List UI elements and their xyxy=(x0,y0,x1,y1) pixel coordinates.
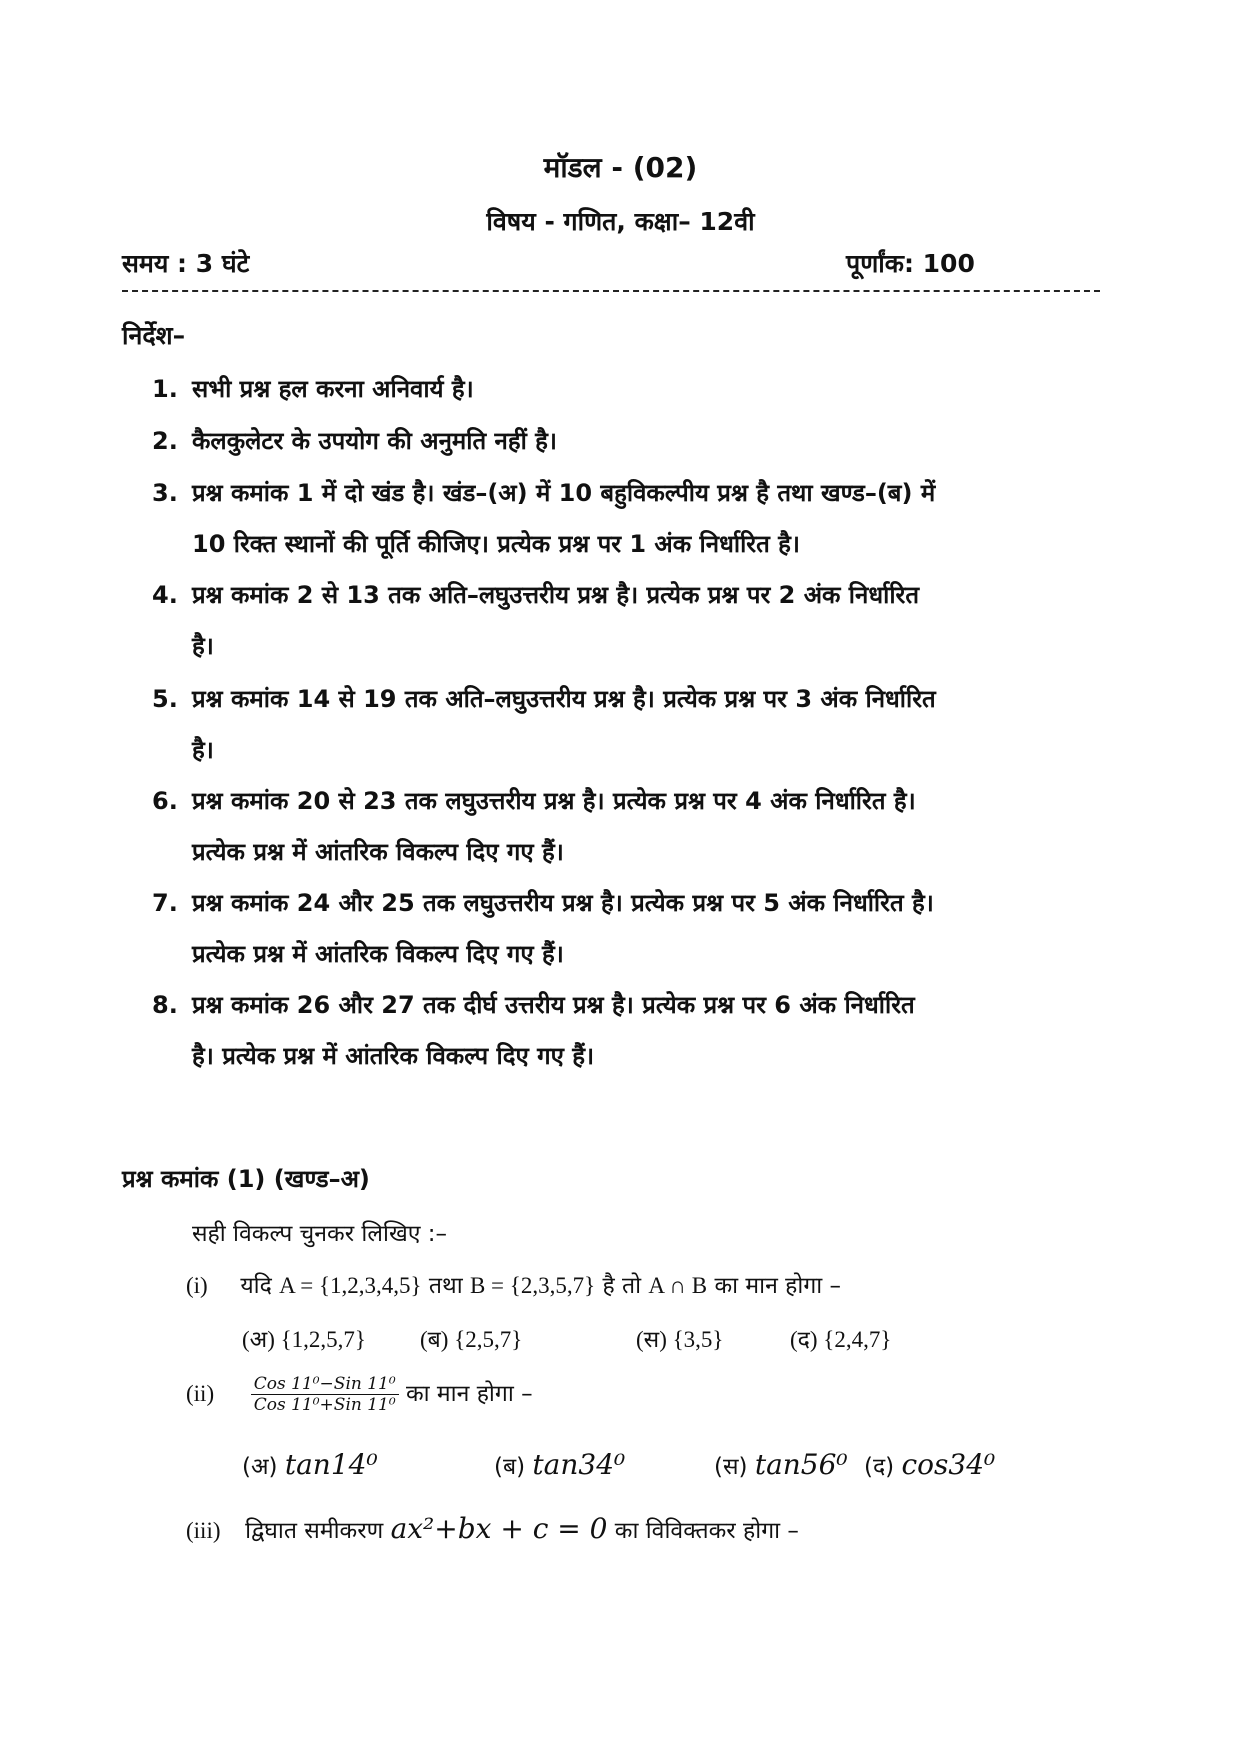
option-c xyxy=(636,1322,723,1354)
set-a: A = {1,2,3,4,5} xyxy=(279,1273,422,1298)
option-b xyxy=(494,1448,625,1481)
question-label: (i) xyxy=(186,1273,208,1298)
option-tag: (स) xyxy=(714,1454,748,1480)
intersection-expr: A ∩ B xyxy=(648,1273,708,1298)
option-a xyxy=(242,1322,366,1354)
instruction-item-8 xyxy=(152,980,915,1082)
instruction-number: 8. xyxy=(152,991,178,1019)
question-mid: है तो xyxy=(602,1273,642,1299)
instruction-number: 1. xyxy=(152,375,178,403)
option-tag: (अ) xyxy=(242,1454,278,1480)
option-value: cos34⁰ xyxy=(901,1448,996,1481)
instruction-item-2 xyxy=(152,416,557,467)
instruction-number: 4. xyxy=(152,581,178,609)
time-allowed: समय : 3 घंटे xyxy=(122,249,250,278)
option-d xyxy=(864,1448,995,1481)
instruction-number: 5. xyxy=(152,685,178,713)
max-marks: पूर्णांक: 100 xyxy=(846,249,975,278)
page-title: मॉडल - (02) xyxy=(543,151,698,184)
question-text-prefix: यदि xyxy=(240,1273,272,1299)
instruction-text: प्रश्न कमांक 2 से 13 तक अति–लघुउत्तरीय प्रश्न है। प्रत्येक प्रश्न पर 2 अंक निर्धारित xyxy=(192,581,920,609)
option-text: (द) {2,4,7} xyxy=(790,1327,892,1352)
header-divider xyxy=(122,290,1100,292)
option-b xyxy=(420,1322,522,1354)
question-1 xyxy=(186,1268,841,1300)
question-label: (ii) xyxy=(186,1381,215,1406)
option-value: tan34⁰ xyxy=(532,1448,626,1481)
instruction-text-continued: 10 रिक्त स्थानों की पूर्ति कीजिए। प्रत्येक प्रश्न पर 1 अंक निर्धारित है। xyxy=(192,530,800,558)
instruction-text: सभी प्रश्न हल करना अनिवार्य है। xyxy=(192,375,474,403)
section-heading: प्रश्न कमांक (1) (खण्ड–अ) xyxy=(122,1165,370,1193)
question-text-prefix: द्विघात समीकरण xyxy=(245,1518,384,1544)
question-2 xyxy=(186,1374,533,1415)
trig-fraction xyxy=(251,1374,399,1415)
option-a xyxy=(242,1448,378,1481)
fraction-denominator: Cos 11⁰+Sin 11⁰ xyxy=(253,1395,396,1415)
instruction-text-continued: प्रत्येक प्रश्न में आंतरिक विकल्प दिए गए हैं। xyxy=(192,838,564,866)
instruction-number: 7. xyxy=(152,889,178,917)
question-suffix: का मान होगा – xyxy=(714,1273,842,1299)
instruction-text: प्रश्न कमांक 14 से 19 तक अति–लघुउत्तरीय प्रश्न है। प्रत्येक प्रश्न पर 3 अंक निर्धारित xyxy=(192,685,936,713)
instruction-item-4 xyxy=(152,570,919,672)
instruction-text: प्रश्न कमांक 20 से 23 तक लघुउत्तरीय प्रश्न है। प्रत्येक प्रश्न पर 4 अंक निर्धारित है। xyxy=(192,787,916,815)
instruction-text: प्रश्न कमांक 1 में दो खंड है। खंड–(अ) में 10 बहुविकल्पीय प्रश्न है तथा खण्ड–(ब) में xyxy=(192,479,936,507)
question-label: (iii) xyxy=(186,1518,221,1543)
option-tag: (ब) xyxy=(494,1454,526,1480)
instruction-text: प्रश्न कमांक 26 और 27 तक दीर्घ उत्तरीय प्रश्न है। प्रत्येक प्रश्न पर 6 अंक निर्धारित xyxy=(192,991,915,1019)
instruction-text-continued: है। xyxy=(192,632,214,660)
option-value: tan14⁰ xyxy=(284,1448,378,1481)
instruction-number: 3. xyxy=(152,479,178,507)
fraction-numerator: Cos 11⁰−Sin 11⁰ xyxy=(251,1374,399,1395)
section-instruction: सही विकल्प चुनकर लिखिए :– xyxy=(192,1221,448,1247)
instruction-text-continued: है। प्रत्येक प्रश्न में आंतरिक विकल्प दिए गए हैं। xyxy=(192,1042,595,1070)
instruction-item-7 xyxy=(152,878,934,980)
instruction-item-6 xyxy=(152,776,916,878)
question-suffix: का मान होगा – xyxy=(406,1381,533,1407)
option-d xyxy=(790,1322,891,1354)
question-suffix: का विविक्तकर होगा – xyxy=(614,1518,799,1544)
option-tag: (द) xyxy=(864,1454,895,1480)
set-b: B = {2,3,5,7} xyxy=(469,1273,596,1298)
instruction-text-continued: है। xyxy=(192,736,214,764)
instruction-number: 2. xyxy=(152,427,178,455)
option-text: (ब) {2,5,7} xyxy=(420,1327,523,1352)
instruction-number: 6. xyxy=(152,787,178,815)
instructions-heading: निर्देश– xyxy=(122,321,186,350)
option-text: (स) {3,5} xyxy=(636,1327,724,1352)
option-text: (अ) {1,2,5,7} xyxy=(242,1327,366,1352)
instruction-text-continued: प्रत्येक प्रश्न में आंतरिक विकल्प दिए गए हैं। xyxy=(192,940,564,968)
question-3 xyxy=(186,1512,799,1545)
instruction-item-1 xyxy=(152,364,474,415)
instruction-text: कैलकुलेटर के उपयोग की अनुमति नहीं है। xyxy=(192,427,557,455)
option-c xyxy=(714,1448,848,1481)
question-conj: तथा xyxy=(428,1273,463,1299)
quadratic-equation: ax²+bx + c = 0 xyxy=(390,1512,608,1545)
subject-line: विषय - गणित, कक्षा– 12वी xyxy=(486,207,755,236)
option-value: tan56⁰ xyxy=(754,1448,848,1481)
instruction-item-5 xyxy=(152,674,936,776)
instruction-item-3 xyxy=(152,468,935,570)
instruction-text: प्रश्न कमांक 24 और 25 तक लघुउत्तरीय प्रश्न है। प्रत्येक प्रश्न पर 5 अंक निर्धारित है। xyxy=(192,889,934,917)
